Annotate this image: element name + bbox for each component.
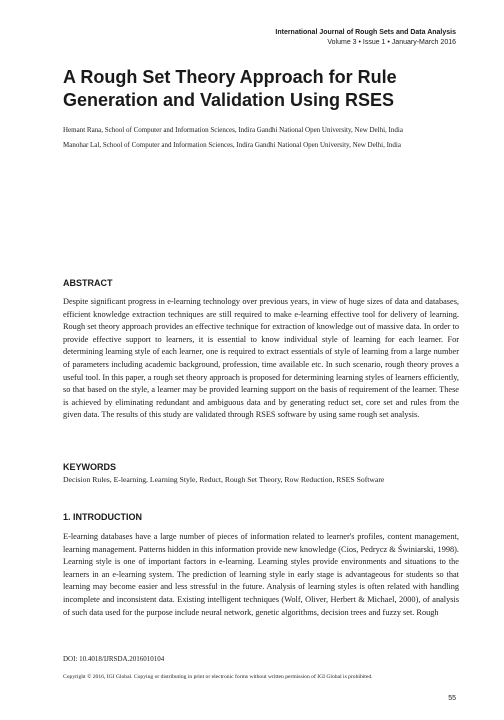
author-affiliation: Manohar Lal, School of Computer and Information Sciences, Indira Gandhi National Open University, New Delhi, India [63,141,401,149]
page-number: 55 [448,695,456,702]
journal-issue: Volume 3 • Issue 1 • January-March 2016 [327,39,456,46]
journal-name: International Journal of Rough Sets and Data Analysis [275,29,456,36]
author-affiliation: Hemant Rana, School of Computer and Information Sciences, Indira Gandhi National Open University, New Delhi, India [63,126,403,134]
journal-header [275,28,456,48]
introduction-heading: 1. INTRODUCTION [63,512,143,522]
author-list [63,123,463,153]
abstract-heading: ABSTRACT [63,278,113,288]
abstract-text: Despite significant progress in e-learning technology over previous years, in view of huge sizes of data and databases, efficient knowledge extraction techniques are still required to make e-learning effective tool for delivery of learning. Rough set theory approach provides an effective technique for extraction of knowledge out of massive data. In order to provide effective support to learners, it is essential to know individual style of learning for each learner. For determining learning style of each learner, one is required to extract essentials of style of learning from a large number of parameters including academic background, profession, time available etc. In such scenario, rough theory proves a useful tool. In this paper, a rough set theory approach is proposed for determining learning styles of learners efficiently, so that based on the style, a learner may be provided learning support on the basis of requirement of the learner. These is achieved by eliminating redundant and ambiguous data and by generating reduct set, core set and rules from the given data. The results of this study are validated through RSES software by using same rough set analysis. [63,297,459,420]
copyright-notice: Copyright © 2016, IGI Global. Copying or distributing in print or electronic forms without written permission of IGI Global is prohibited. [63,674,373,680]
paper-title: A Rough Set Theory Approach for Rule Generation and Validation Using RSES [63,67,397,110]
keywords-text: Decision Rules, E-learning, Learning Style, Reduct, Rough Set Theory, Row Reduction, RSES Software [63,475,385,484]
doi: DOI: 10.4018/IJRSDA.2016010104 [63,655,165,663]
introduction-text: E-learning databases have a large number of pieces of information related to learner's profiles, content management, learning management. Patterns hidden in this information provide new knowledge (Cios, Pedrycz & Świniarski, 1998). Learning style is one of important factors in e-learning. Learning styles provide environments and situations to the learners in an e-learning system. The prediction of learning style in early stage is advantageous for students so that learning may become easier and less stressful in the future. Analysis of learning styles is often related with handling incomplete and inconsistent data. Existing intelligent techniques (Wolf, Oliver, Herbert & Michael, 2000), of analysis of such data used for the purpose include neural network, genetic algorithms, decision trees and fuzzy set. Rough [63,532,459,617]
keywords-heading: KEYWORDS [63,462,117,472]
